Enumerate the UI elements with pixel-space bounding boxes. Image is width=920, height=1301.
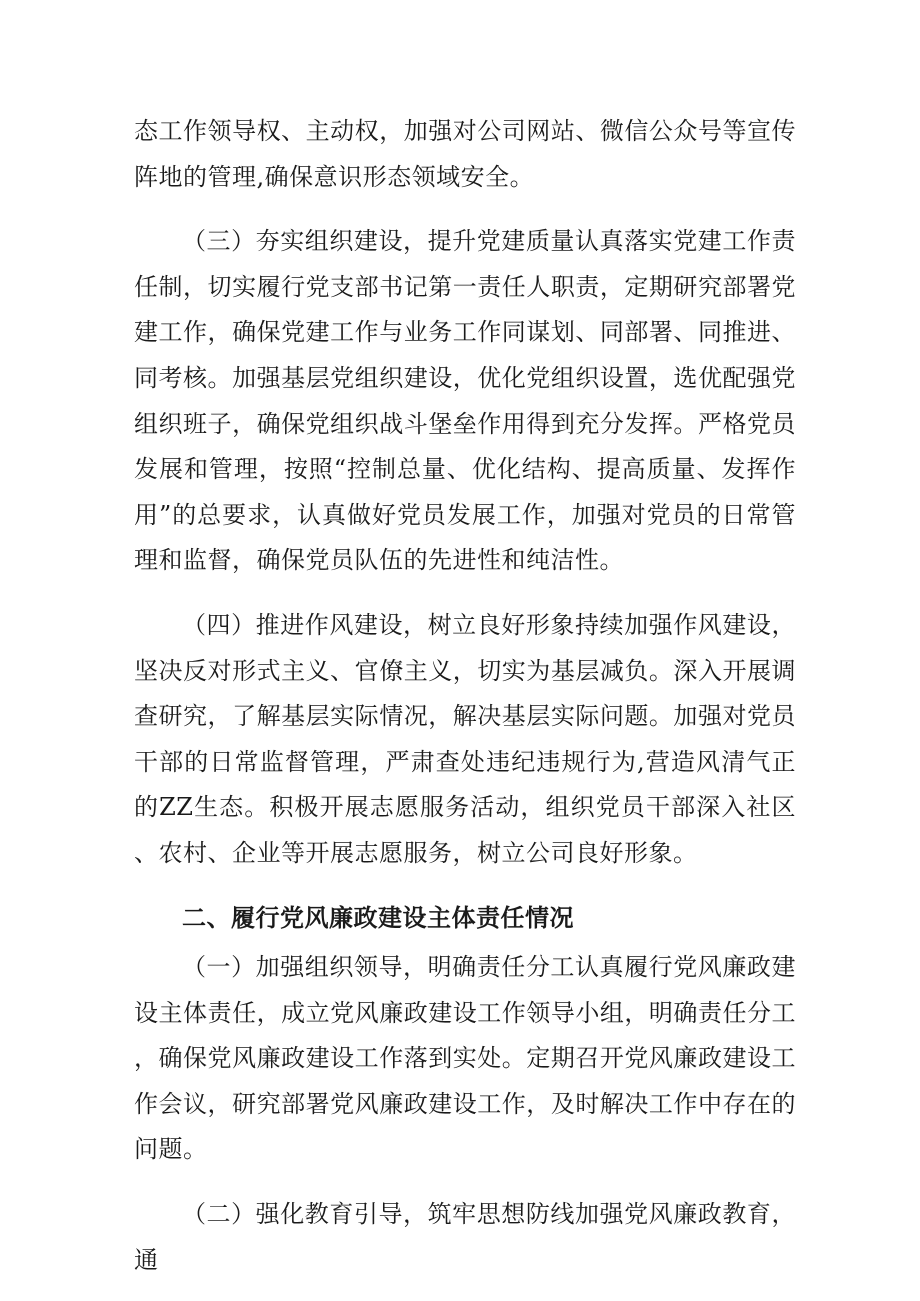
paragraph-continuation: 态工作领导权、主动权，加强对公司网站、微信公众号等宣传阵地的管理,确保意识形态领域安全。 [134,117,796,191]
section-heading-two: 二、履行党风廉政建设主体责任情况 [182,903,574,932]
paragraph-section-three: （三）夯实组织建设，提升党建质量认真落实党建工作责任制，切实履行党支部书记第一责任人职责，定期研究部署党建工作，确保党建工作与业务工作同谋划、同部署、同推进、同考核。加强基层党组织建设，优化党组织设置，选优配强党组织班子，确保党组织战斗堡垒作用得到充分发挥。严格党员发展和管理，按照“控制总量、优化结构、提高质量、发挥作用”的总要求，认真做好党员发展工作，加强对党员的日常管理和监督，确保党员队伍的先进性和纯洁性。 [134,227,796,575]
paragraph-section-four: （四）推进作风建设，树立良好形象持续加强作风建设，坚决反对形式主义、官僚主义，切实为基层减负。深入开展调查研究，了解基层实际情况，解决基层实际问题。加强对党员干部的日常监督管理，严肃查处违纪违规行为,营造风清气正的ZZ生态。积极开展志愿服务活动，组织党员干部深入社区、农村、企业等开展志愿服务，树立公司良好形象。 [134,610,796,867]
paragraph-two-two: （二）强化教育引导，筑牢思想防线加强党风廉政教育，通 [134,1200,796,1274]
document-body [134,109,796,1283]
paragraph-two-one: （一）加强组织领导，明确责任分工认真履行党风廉政建设主体责任，成立党风廉政建设工作领导小组，明确责任分工，确保党风廉政建设工作落到实处。定期召开党风廉政建设工作会议，研究部署党风廉政建设工作，及时解决工作中存在的问题。 [134,953,796,1164]
